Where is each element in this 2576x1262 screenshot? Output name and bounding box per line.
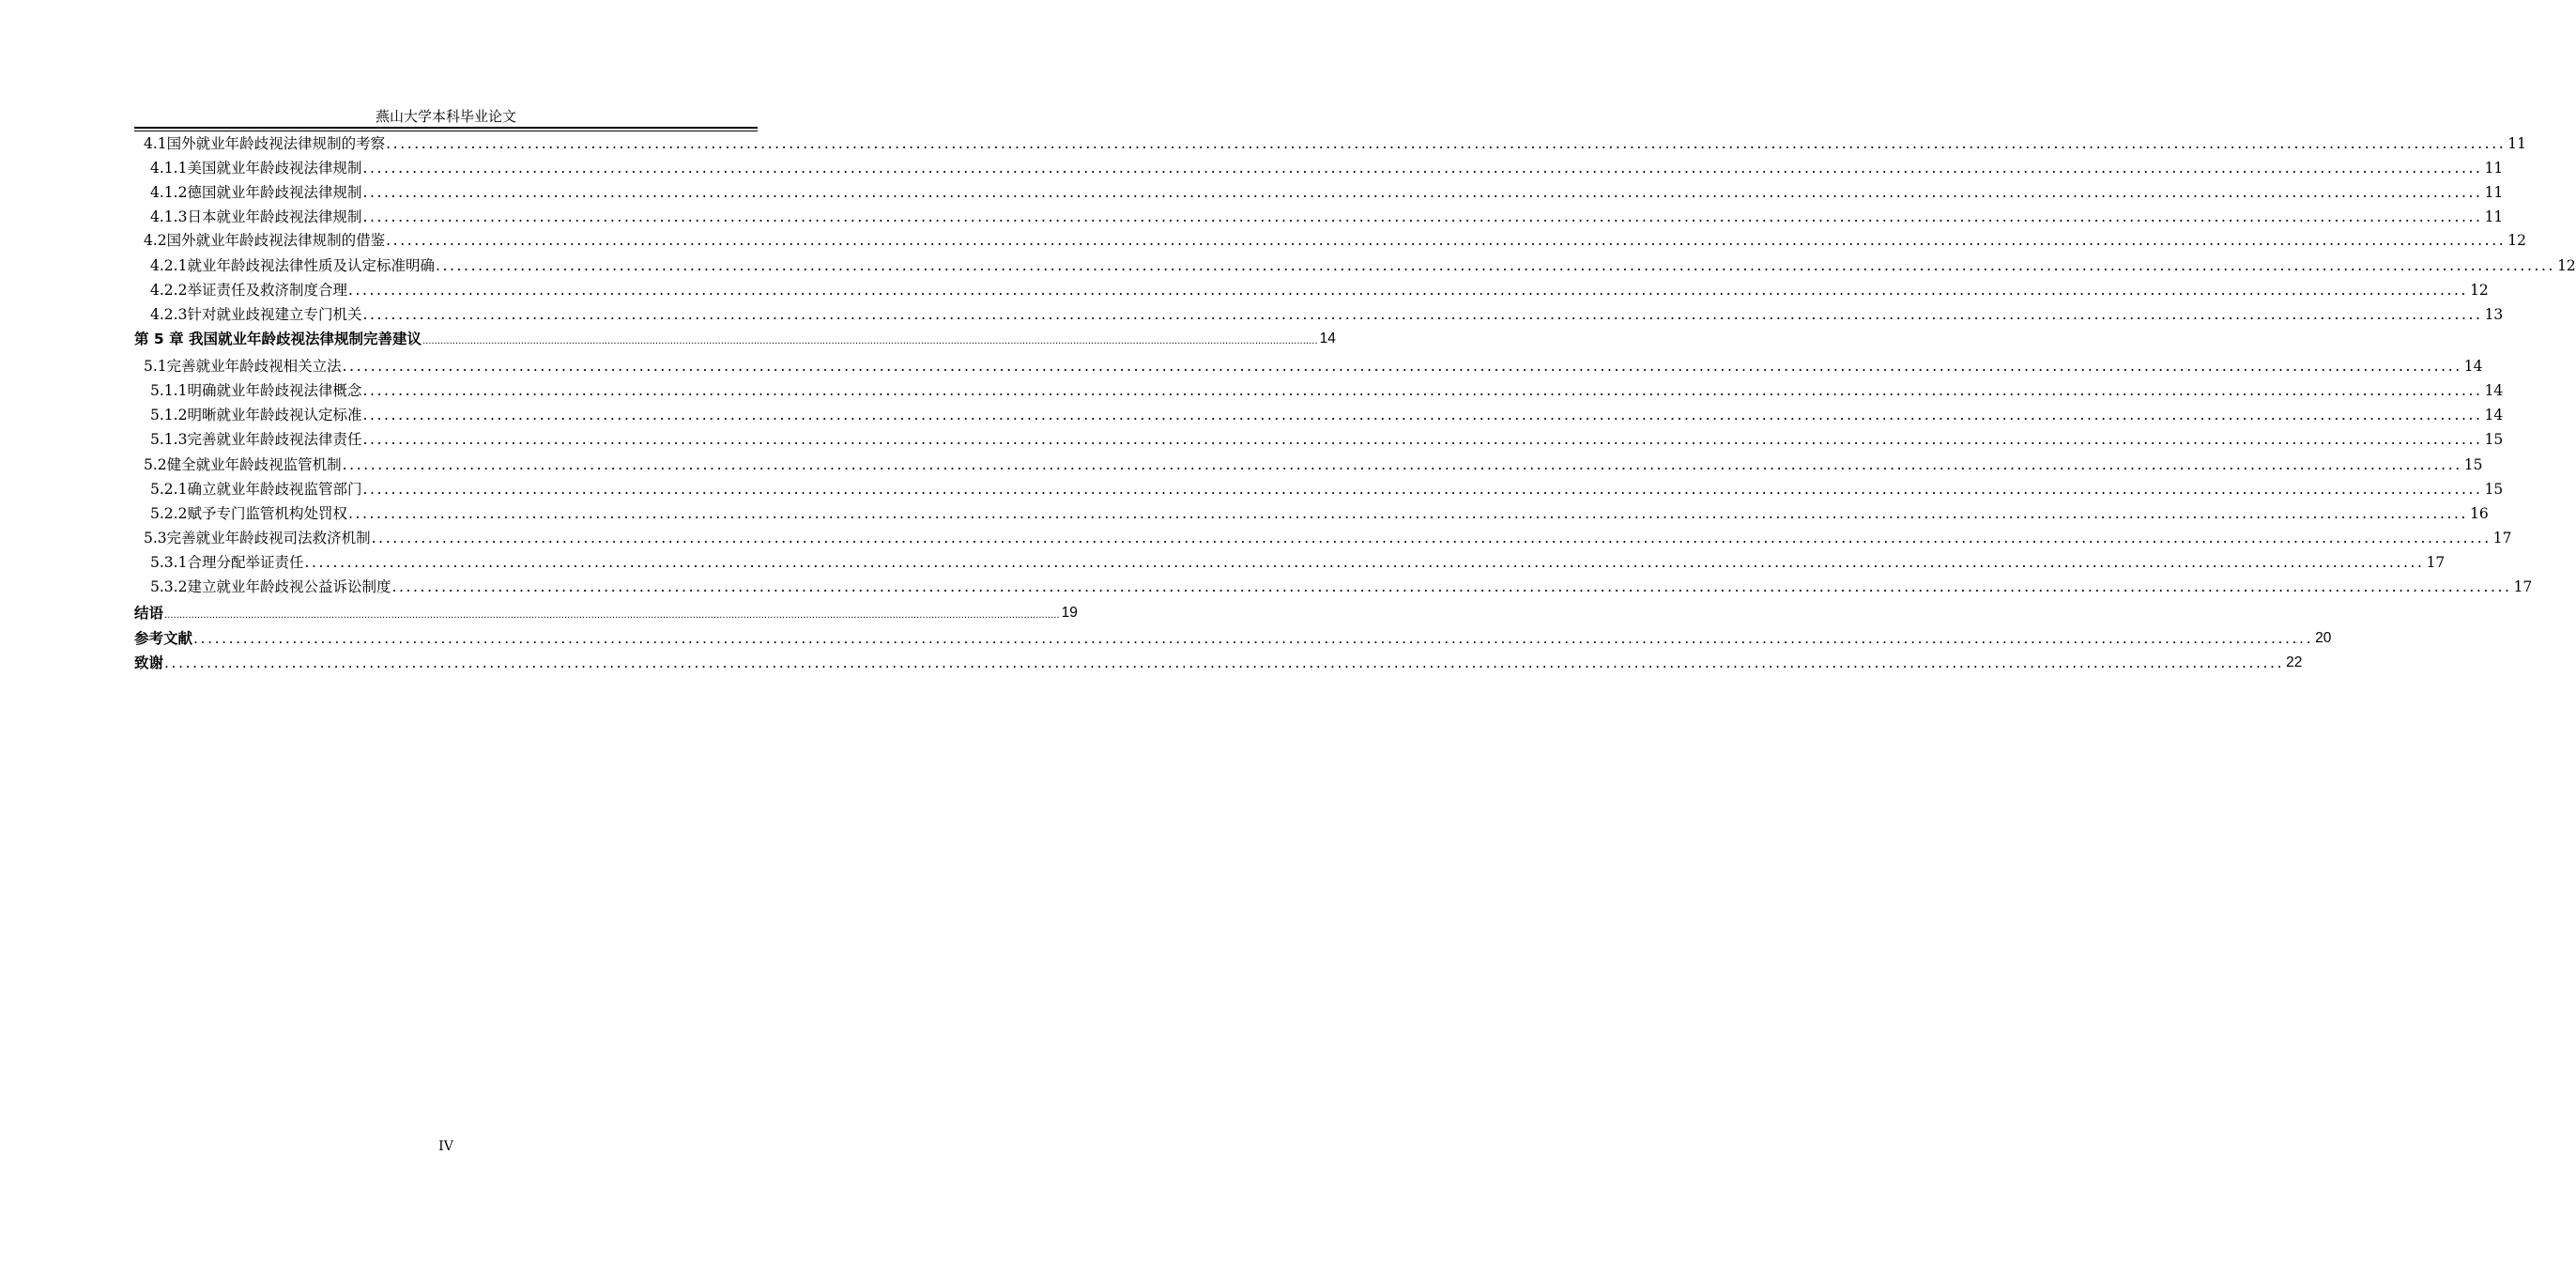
toc-leader-dots: ............................................................................................................................................................................................................................................................................................................ (386, 135, 2507, 152)
toc-entry[interactable] (150, 254, 2576, 276)
toc-entry-title: 4.2国外就业年龄歧视法律规制的借鉴 (144, 232, 386, 249)
toc-entry[interactable] (150, 550, 2446, 573)
toc-entry-title: 4.2.3针对就业歧视建立专门机关 (150, 306, 362, 323)
toc-entry-title: 5.1.2明晰就业年龄歧视认定标准 (150, 407, 362, 423)
toc-leader-dots: ............................................................................................................................................................................................................................................................................................................ (386, 232, 2507, 249)
toc-leader-dots: ............................................................................................................................................................................................................................................................................................................ (362, 481, 2483, 498)
toc-entry-page: 16 (2470, 505, 2489, 522)
toc-entry[interactable] (150, 180, 2504, 203)
toc-entry-title: 4.1.2德国就业年龄歧视法律规制 (150, 184, 362, 201)
toc-entry-title: 致谢 (134, 654, 164, 671)
toc-leader-dots: ............................................................................................................................................................................................................................................................................................................ (362, 208, 2483, 225)
toc-entry[interactable] (150, 403, 2504, 425)
toc-entry-page: 11 (2507, 135, 2526, 152)
toc-entry-page: 14 (1319, 331, 1336, 346)
toc-entry-page: 20 (2315, 630, 2332, 646)
toc-entry-title: 5.2.2赋予专门监管机构处罚权 (150, 505, 347, 522)
toc-leader-dots: ............................................................................................................................................................................................................................................................................................................ (362, 160, 2483, 177)
toc-entry[interactable] (150, 477, 2504, 500)
toc-entry-page: 14 (2484, 407, 2504, 423)
toc-leader-dots: ............................................................................................................................................................................................................................................................................................................ (362, 184, 2483, 201)
page-number: IV (438, 1139, 453, 1154)
toc-entry-page: 17 (2513, 578, 2533, 595)
toc-entry-title: 4.1.1美国就业年龄歧视法律规制 (150, 160, 362, 177)
toc-leader-dots: ............................................................................................................................................................................................................................................................................................................ (164, 610, 1060, 621)
toc-entry[interactable] (144, 131, 2526, 154)
toc-entry-page: 19 (1061, 605, 1078, 621)
toc-entry-title: 4.2.2举证责任及救济制度合理 (150, 282, 347, 299)
toc-entry-page: 14 (2484, 382, 2504, 399)
toc-entry[interactable] (134, 626, 2332, 649)
toc-leader-dots: ............................................................................................................................................................................................................................................................................................................ (371, 530, 2492, 546)
toc-entry[interactable] (150, 205, 2504, 227)
toc-leader-dots: ............................................................................................................................................................................................................................................................................................................ (362, 431, 2483, 448)
toc-leader-dots: ............................................................................................................................................................................................................................................................................................................ (164, 654, 2285, 671)
toc-entry-page: 12 (2470, 282, 2489, 299)
toc-leader-dots: ............................................................................................................................................................................................................................................................................................................ (391, 578, 2512, 595)
toc-entry[interactable] (150, 278, 2489, 300)
toc-leader-dots: ............................................................................................................................................................................................................................................................................................................ (422, 336, 1318, 346)
toc-entry-title: 5.2.1确立就业年龄歧视监管部门 (150, 481, 362, 498)
toc-entry-page: 11 (2484, 160, 2504, 177)
toc-entry[interactable] (150, 302, 2504, 325)
toc-entry[interactable] (144, 354, 2483, 377)
toc-entry[interactable] (144, 228, 2526, 251)
toc-leader-dots: ............................................................................................................................................................................................................................................................................................................ (342, 358, 2462, 375)
page-header-title: 燕山大学本科毕业论文 (375, 108, 516, 125)
toc-entry-title: 4.2.1就业年龄歧视法律性质及认定标准明确 (150, 257, 435, 274)
toc-entry[interactable] (134, 651, 2303, 673)
toc-entry-page: 11 (2484, 208, 2504, 225)
toc-entry[interactable] (150, 378, 2504, 401)
toc-entry-page: 22 (2286, 654, 2303, 670)
toc-entry[interactable] (150, 575, 2533, 597)
toc-leader-dots: ............................................................................................................................................................................................................................................................................................................ (435, 257, 2556, 274)
toc-entry-title: 5.3.1合理分配举证责任 (150, 554, 304, 571)
toc-entry-page: 12 (2557, 257, 2576, 274)
toc-leader-dots: ............................................................................................................................................................................................................................................................................................................ (362, 407, 2483, 423)
toc-entry[interactable] (144, 526, 2512, 548)
toc-entry[interactable] (150, 427, 2504, 450)
toc-leader-dots: ............................................................................................................................................................................................................................................................................................................ (342, 456, 2462, 473)
toc-entry-title: 5.3.2建立就业年龄歧视公益诉讼制度 (150, 578, 391, 595)
toc-leader-dots: ............................................................................................................................................................................................................................................................................................................ (304, 554, 2425, 571)
toc-entry-page: 17 (2492, 530, 2512, 546)
toc-entry-title: 4.1.3日本就业年龄歧视法律规制 (150, 208, 362, 225)
toc-leader-dots: ............................................................................................................................................................................................................................................................................................................ (362, 382, 2483, 399)
toc-entry[interactable] (134, 327, 1336, 349)
toc-entry-page: 14 (2463, 358, 2483, 375)
toc-leader-dots: ............................................................................................................................................................................................................................................................................................................ (347, 505, 2469, 522)
toc-entry-title: 结语 (134, 605, 164, 622)
toc-entry-title: 参考文献 (134, 630, 193, 647)
toc-entry-page: 15 (2484, 431, 2504, 448)
toc-entry-page: 12 (2507, 232, 2526, 249)
toc-entry-title: 5.2健全就业年龄歧视监管机制 (144, 456, 342, 473)
toc-entry-page: 17 (2426, 554, 2446, 571)
toc-entry-title: 第 5 章 我国就业年龄歧视法律规制完善建议 (134, 331, 422, 347)
toc-entry-title: 5.1.3完善就业年龄歧视法律责任 (150, 431, 362, 448)
toc-entry-page: 13 (2484, 306, 2504, 323)
toc-entry-title: 5.3完善就业年龄歧视司法救济机制 (144, 530, 371, 546)
toc-leader-dots: ............................................................................................................................................................................................................................................................................................................ (193, 630, 2314, 647)
toc-entry-page: 11 (2484, 184, 2504, 201)
toc-entry[interactable] (134, 601, 1078, 623)
toc-entry-title: 4.1国外就业年龄歧视法律规制的考察 (144, 135, 386, 152)
toc-leader-dots: ............................................................................................................................................................................................................................................................................................................ (347, 282, 2469, 299)
toc-entry-page: 15 (2463, 456, 2483, 473)
toc-entry-page: 15 (2484, 481, 2504, 498)
toc-entry[interactable] (150, 501, 2489, 524)
toc-entry[interactable] (150, 156, 2504, 178)
toc-entry[interactable] (144, 453, 2483, 475)
toc-entry-title: 5.1完善就业年龄歧视相关立法 (144, 358, 342, 375)
toc-leader-dots: ............................................................................................................................................................................................................................................................................................................ (362, 306, 2483, 323)
toc-entry-title: 5.1.1明确就业年龄歧视法律概念 (150, 382, 362, 399)
